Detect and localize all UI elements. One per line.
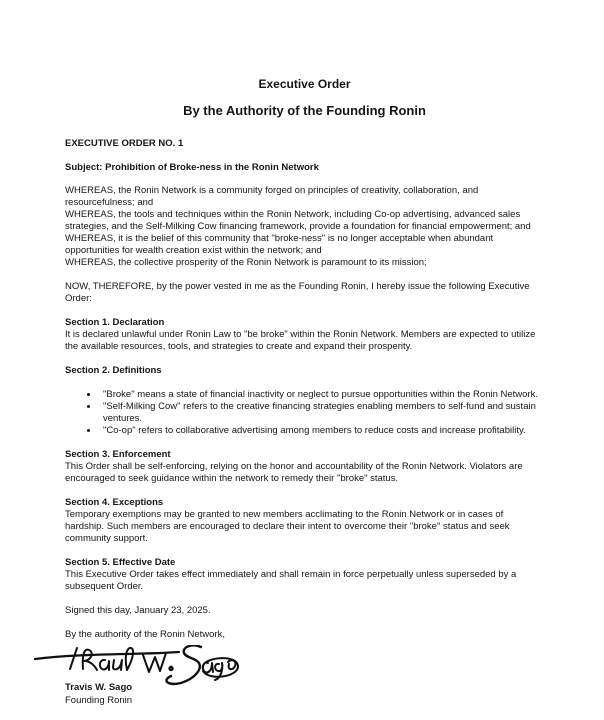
authority-line: By the authority of the Ronin Network,: [65, 629, 225, 640]
document-title: Executive Order: [258, 77, 351, 91]
section-3: [65, 449, 544, 485]
section-1-heading: Section 1. Declaration: [65, 317, 165, 328]
whereas-clause: WHEREAS, the tools and techniques within the Ronin Network, including Co-op advertising, advanced sales strategies, and the Self-Milking Cow financing framework, provide a foundation for financial empowerment; and: [65, 209, 531, 232]
now-therefore-paragraph: NOW, THEREFORE, by the power vested in me as the Founding Ronin, I hereby issue the following Executive Order:: [65, 281, 530, 304]
section-1-body: It is declared unlawful under Ronin Law to "be broke" within the Ronin Network. Members are expected to utilize the available resources, tools, and strategies to create and expand their prosperity.: [65, 329, 536, 352]
definition-item: • "Co-op" refers to collaborative advertising among members to reduce costs and increase profitability.: [99, 425, 544, 437]
section-4-body: Temporary exemptions may be granted to new members acclimating to the Ronin Network or in cases of hardship. Such members are encouraged to declare their intent to overcome their "broke" status and seek community support.: [65, 509, 510, 544]
signed-date-line: Signed this day, January 23, 2025.: [65, 605, 211, 616]
whereas-clause: WHEREAS, the Ronin Network is a community forged on principles of creativity, collaboration, and resourcefulness; and: [65, 185, 479, 208]
section-5: [65, 557, 544, 593]
section-5-heading: Section 5. Effective Date: [65, 557, 176, 568]
document-subtitle: By the Authority of the Founding Ronin: [183, 103, 426, 118]
whereas-block: [65, 185, 544, 269]
section-2: [65, 365, 544, 437]
definitions-list: [65, 389, 544, 437]
section-5-body: This Executive Order takes effect immediately and shall remain in force perpetually unless superseded by a subsequent Order.: [65, 569, 517, 592]
section-3-body: This Order shall be self-enforcing, relying on the honor and accountability of the Ronin Network. Violators are encouraged to seek guidance within the network to remedy their "broke" status.: [65, 461, 523, 484]
whereas-clause: WHEREAS, the collective prosperity of the Ronin Network is paramount to its mission;: [65, 257, 427, 268]
section-2-heading: Section 2. Definitions: [65, 365, 162, 376]
section-3-heading: Section 3. Enforcement: [65, 449, 171, 460]
signatory-name: Travis W. Sago: [65, 682, 133, 693]
whereas-clause: WHEREAS, it is the belief of this community that "broke-ness" is no longer acceptable when abundant opportunities for wealth creation exist within the network; and: [65, 233, 494, 256]
executive-order-number: EXECUTIVE ORDER NO. 1: [65, 138, 184, 149]
signatory-title: Founding Ronin: [65, 695, 133, 706]
section-4-heading: Section 4. Exceptions: [65, 497, 164, 508]
subject-line: Subject: Prohibition of Broke-ness in the Ronin Network: [65, 162, 319, 173]
definition-item: • "Broke" means a state of financial inactivity or neglect to pursue opportunities within the Ronin Network.: [99, 389, 544, 401]
definition-item: • "Self-Milking Cow" refers to the creative financing strategies enabling members to self-fund and sustain ventures.: [99, 401, 544, 425]
section-1: [65, 317, 544, 353]
section-4: [65, 497, 544, 545]
